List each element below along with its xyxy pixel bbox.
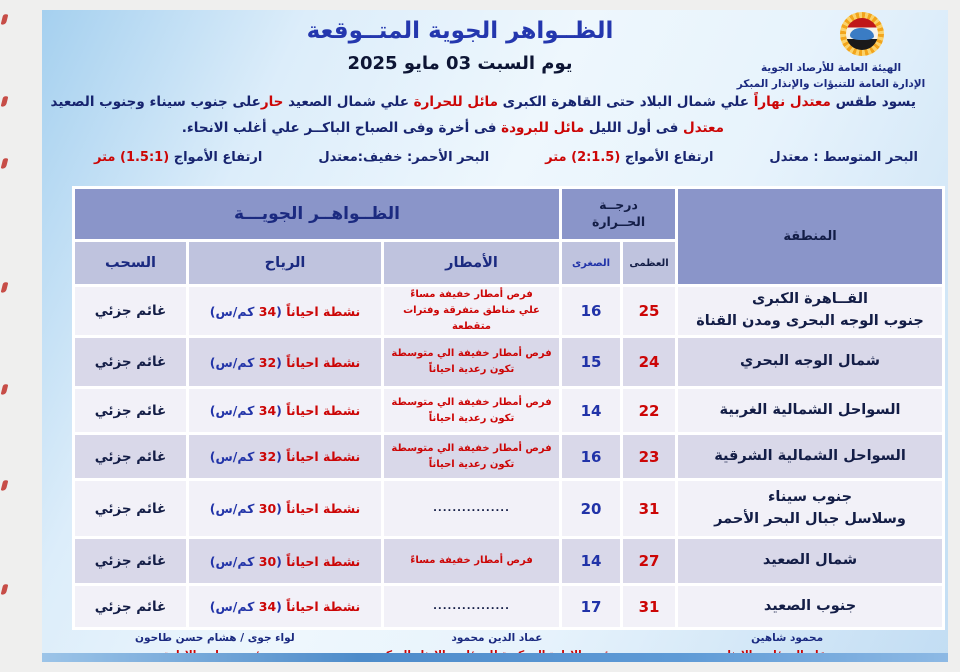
forecast-paragraph-line2 — [42, 120, 948, 136]
rain-cell: فرص أمطار خفيفة الي متوسطة تكون رعدية احياناً — [384, 435, 559, 478]
text-segment: مائل للحرارة — [408, 94, 498, 110]
wind-text-segment: كم/س) — [209, 303, 259, 319]
wind-cell — [189, 435, 381, 478]
header-max-temp: العظمى — [623, 242, 675, 284]
cloud-icon — [850, 28, 874, 40]
wind-text-segment: نشطة احياناً — [281, 449, 361, 464]
region-cell: السواحل الشمالية الغربية — [678, 389, 942, 432]
wind-text-segment: 34 — [258, 403, 277, 418]
max-temp-value: 24 — [623, 338, 675, 386]
text-segment: علي شمال البلاد حتى القاهرة الكبرى — [497, 94, 750, 110]
rain-cell: فرص أمطار خفيفة مساءً — [384, 539, 559, 583]
text-segment: فى أخرة وفى الصباح الباكــر علي أغلب الانحاء. — [181, 120, 497, 136]
text-segment: مائل للبرودة — [496, 120, 585, 136]
forecast-row — [75, 586, 942, 627]
header-clouds: السحب — [75, 242, 186, 284]
signature-name: عماد الدين محمود — [451, 632, 543, 644]
signature-name: لواء جوى / هشام حسن طاحون — [135, 632, 295, 644]
header-phenomena: الظــواهــر الجويـــة — [75, 189, 559, 239]
sea-state-line — [94, 150, 918, 165]
wind-text-segment: نشطة احياناً — [281, 403, 361, 418]
edge-mark — [1, 480, 9, 492]
region-cell: شمال الوجه البحري — [678, 338, 942, 386]
min-temp-value: 14 — [562, 389, 620, 432]
wind-text-segment: نشطة احياناً — [281, 553, 361, 569]
min-temp-value: 20 — [562, 481, 620, 536]
header-wind: الرياح — [189, 242, 381, 284]
forecast-row — [75, 539, 942, 583]
edge-mark — [1, 384, 9, 396]
wind-text-segment: كم/س) — [209, 553, 259, 569]
forecast-table-body — [75, 287, 942, 627]
forecast-table — [72, 186, 945, 630]
text-segment: البحر الأحمر: خفيف:معتدل — [318, 150, 490, 165]
forecast-row — [75, 481, 942, 536]
rain-cell: فرص أمطار خفيفة الي متوسطة تكون رعدية احياناً — [384, 389, 559, 432]
max-temp-value: 31 — [623, 481, 675, 536]
forecast-row — [75, 435, 942, 478]
min-temp-value: 16 — [562, 287, 620, 335]
forecast-row — [75, 389, 942, 432]
mediterranean-wave-height — [545, 150, 713, 165]
wind-text-segment: نشطة احياناً — [281, 303, 361, 319]
wind-cell — [189, 586, 381, 627]
met-authority-sun-logo-icon — [840, 12, 884, 56]
bottom-blue-strip — [42, 653, 948, 662]
edge-mark — [1, 158, 9, 170]
wind-cell — [189, 389, 381, 432]
text-segment: (1.5:1) متر — [94, 150, 170, 165]
text-segment: علي شمال الصعيد — [283, 94, 409, 110]
org-name-block — [718, 60, 944, 93]
signature-name: محمود شاهين — [751, 632, 824, 644]
wind-text-segment: كم/س) — [209, 403, 259, 418]
wind-text-segment: ( — [276, 501, 282, 516]
rain-cell: فرص أمطار خفيفة الي متوسطة تكون رعدية احياناً — [384, 338, 559, 386]
mediterranean-sea-state — [769, 150, 918, 165]
edge-mark — [1, 584, 9, 596]
table-group-header-row — [75, 189, 942, 239]
clouds-cell: غائم جزئي — [75, 287, 186, 335]
clouds-cell: غائم جزئي — [75, 389, 186, 432]
clouds-cell: غائم جزئي — [75, 539, 186, 583]
wind-text-segment: ( — [276, 599, 282, 614]
wind-cell — [189, 287, 381, 335]
region-cell: شمال الصعيد — [678, 539, 942, 583]
wind-text-segment: 32 — [258, 354, 277, 370]
region-cell: جنوب سيناء وسلاسل جبال البحر الأحمر — [678, 481, 942, 536]
wind-text-segment: نشطة احياناً — [281, 599, 361, 614]
min-temp-value: 15 — [562, 338, 620, 386]
org-name-line2: الإدارة العامة للتنبؤات والإنذار المبكر — [736, 78, 926, 91]
forecast-paragraph-line1 — [42, 94, 948, 110]
wind-text-segment: نشطة احياناً — [281, 354, 361, 370]
wind-text-segment: 32 — [258, 449, 277, 464]
flag-rings-icon — [846, 18, 878, 50]
wind-cell — [189, 338, 381, 386]
text-segment: على جنوب سيناء وجنوب الصعيد — [50, 94, 261, 110]
forecast-row — [75, 287, 942, 335]
header-temperature — [562, 189, 675, 239]
min-temp-value: 16 — [562, 435, 620, 478]
max-temp-value: 27 — [623, 539, 675, 583]
edge-mark — [1, 96, 9, 108]
wind-text-segment: 34 — [258, 599, 277, 614]
red-sea-wave-height — [94, 150, 262, 165]
forecast-row — [75, 338, 942, 386]
red-sea-state — [318, 150, 489, 165]
rain-cell: ................ — [384, 586, 559, 627]
clouds-cell: غائم جزئي — [75, 586, 186, 627]
text-segment: ارتفاع الأمواج — [620, 150, 714, 165]
min-temp-value: 14 — [562, 539, 620, 583]
forecast-table-wrap — [72, 186, 945, 630]
text-segment: معتدل نهاراً — [749, 94, 831, 110]
text-segment: (2:1.5) متر — [545, 150, 621, 165]
region-cell: جنوب الصعيد — [678, 586, 942, 627]
wind-text-segment: ( — [276, 449, 282, 464]
header-temperature-line1: درجــة — [599, 197, 638, 213]
wind-text-segment: 30 — [258, 553, 277, 569]
region-cell: السواحل الشمالية الشرقية — [678, 435, 942, 478]
clouds-cell: غائم جزئي — [75, 435, 186, 478]
wind-text-segment: 30 — [258, 501, 277, 516]
max-temp-value: 23 — [623, 435, 675, 478]
region-cell: القــاهرة الكبرى جنوب الوجه البحرى ومدن القناة — [678, 287, 942, 335]
max-temp-value: 22 — [623, 389, 675, 432]
text-segment: البحر المتوسط : معتدل — [769, 150, 918, 165]
text-segment: يسود طقس — [830, 94, 916, 110]
clouds-cell: غائم جزئي — [75, 338, 186, 386]
wind-text-segment: ( — [276, 403, 282, 418]
clouds-cell: غائم جزئي — [75, 481, 186, 536]
wind-text-segment: نشطة احياناً — [281, 501, 361, 516]
wind-cell — [189, 481, 381, 536]
bulletin-date: يوم السبت 03 مايو 2025 — [347, 53, 573, 74]
wind-text-segment: 34 — [258, 303, 277, 319]
text-segment: معتدل — [678, 120, 724, 136]
rain-cell: فرص أمطار خفيفة مساءً علي مناطق متفرقة وفترات متقطعة — [384, 287, 559, 335]
wind-text-segment: كم/س) — [209, 449, 259, 464]
edge-mark — [1, 282, 9, 294]
weather-bulletin-document — [42, 10, 948, 662]
max-temp-value: 25 — [623, 287, 675, 335]
header-min-temp: الصغرى — [562, 242, 620, 284]
edge-mark — [1, 14, 9, 26]
max-temp-value: 31 — [623, 586, 675, 627]
header-rain: الأمطار — [384, 242, 559, 284]
org-name-line1: الهيئة العامة للأرصاد الجوية — [760, 62, 902, 74]
wind-text-segment: ( — [276, 553, 282, 569]
page-title: الظــواهر الجوية المتــوقعة — [306, 18, 614, 44]
rain-cell: ................ — [384, 481, 559, 536]
wind-text-segment: ( — [276, 303, 282, 319]
header-region: المنطقة — [678, 189, 942, 284]
text-segment: حار — [260, 94, 284, 110]
wind-text-segment: كم/س) — [209, 354, 259, 370]
text-segment: ارتفاع الأمواج — [169, 150, 263, 165]
header-temperature-line2: الحــرارة — [591, 214, 646, 229]
text-segment: فى أول الليل — [584, 120, 679, 136]
min-temp-value: 17 — [562, 586, 620, 627]
wind-cell — [189, 539, 381, 583]
wind-text-segment: ( — [276, 354, 282, 370]
wind-text-segment: كم/س) — [209, 599, 259, 614]
wind-text-segment: كم/س) — [209, 501, 259, 516]
